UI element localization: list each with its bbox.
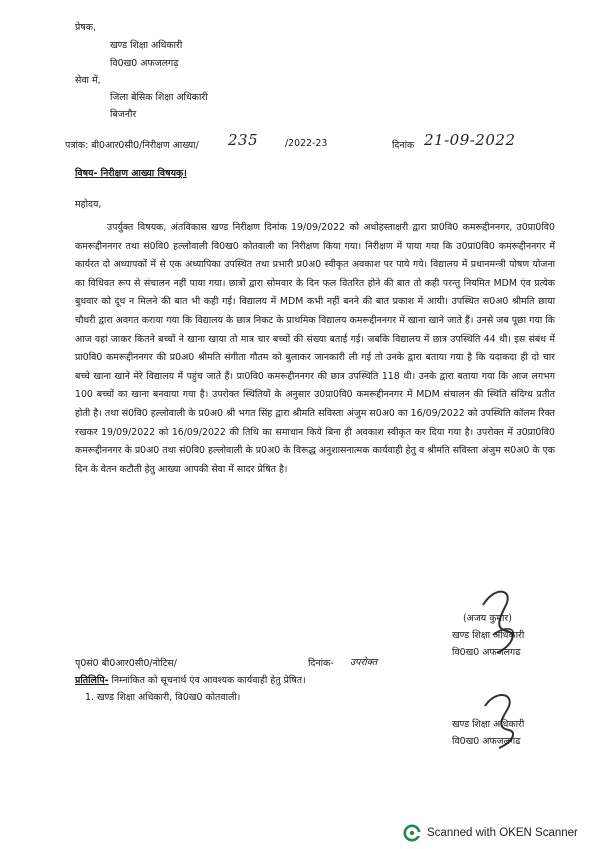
reference-number: 235: [228, 131, 259, 149]
date-value: 21-09-2022: [424, 131, 516, 149]
copy-heading: प्रतिलिपि-: [75, 675, 109, 686]
sender-designation: खण्ड शिक्षा अधिकारी: [110, 40, 183, 51]
scanner-watermark: [403, 824, 578, 842]
signatory-name: (अजय कुमार): [463, 613, 512, 624]
reference-prefix: पत्रांक: बी0आर0सी0/निरीक्षण आख्या/: [65, 140, 199, 151]
date-label: दिनांक: [392, 140, 415, 151]
copy-to-line: [75, 673, 306, 686]
copy-text: निम्नांकित को सूचनार्थ एंव आवश्यक कार्यवाही हेतु प्रेषित।: [108, 675, 306, 686]
signatory-location: वि0ख0 अफजलगढ: [452, 647, 521, 658]
scanner-text: Scanned with OKEN Scanner: [427, 827, 578, 839]
subject-line: विषय- निरीक्षण आख्या विषयक्।: [75, 168, 187, 179]
sender-label: प्रेषक,: [75, 22, 96, 33]
signatory2-location: वि0ख0 अफजलगढ: [452, 736, 521, 747]
letter-body: उपर्युक्त विषयक, अंतविकास खण्ड निरीक्षण दिनांक 19/09/2022 को अधोहस्ताक्षरी द्वारा प्रा0वि0 कमरूद्दीननगर, उ0प्रा0वि0 कमरूद्दीननगर तथा सं0वि0 हल्लोवाली वि0ख0 कोतवाली का निरीक्षण किया गया। निरीक्षण में पाया गया कि उ0प्रा0वि0 कमरूद्दीननगर में कार्यरत दो अध्यापकों में से एक अध्यापिका उपस्थित तथा प्रभारी प्र0अ0 स्वीकृत अवकाश पर पाये गये। विद्यालय में प्रधानमन्त्री पोषण योजना का विधिवत रूप से संचालन नहीं पाया गया। छात्रों द्वारा सोमवार के दिन फल वितरित होने की बात तो कही परन्तु नियमित MDM एंव प्रत्येक बुधवार को दूध न मिलने की बात भी कही गई। विद्यालय में MDM कभी नहीं बनने की बात प्रकाश में आयी। उपस्थित स0अ0 श्रीमति छाया चौधरी द्वारा अवगत कराया गया कि विद्यालय के छात्र निकट के प्राथमिक विद्यालय कमरूद्दीननगर में खाना खाने जाते हैं। उनसे जब पूछा गया कि आज वहां जाकर कितने बच्चों ने खाना खाया तो मात्र चार बच्चों की संख्या बताई गई। जबकि विद्यालय में छात्र उपस्थिति 44 थी। इस संबंध में प्रा0वि0 कमरूद्दीननगर की प्र0अ0 श्रीमति संगीता गौतम को बुलाकर जानकारी ली गई तो उनके द्वारा बताया गया है कि यदाकदा ही दो चार बच्चे खाना खाने मेरे विद्यालय में पहुंच जाते हैं। प्रा0वि0 कमरूद्दीननगर की छात्र उपस्थिति 118 थी। उनके द्वारा बताया गया कि आज लगभग 100 बच्चों का खाना बनवाया गया है। उपरोक्त स्थितियों के अनुसार उ0प्रा0वि0 कमरूद्दीननगर में MDM संचालन की स्थिति संदिग्ध प्रतीत होती है। तथा सं0वि0 हल्लोवाली के प्र0अ0 श्री भगत सिंह द्वारा श्रीमति सविस्ता अंजुम स0अ0 का 16/09/2022 को उपस्थिति कॉलम रिक्त रखकर 19/09/2022 को 16/09/2022 की तिथि का समाधान किये बिना ही अवकाश स्वीकृत कर दिया गया है। उपरोक्त में उ0प्रा0वि0 कमरूद्दीननगर के प्र0अ0 तथा सं0वि0 हल्लोवाली के प्र0अ0 के विरूद्ध अनुशासनात्मक कार्यवाही हेतु व श्रीमति सविस्ता अंजुम स0अ0 के एक दिन के वेतन कटौती हेतु आख्या आपकी सेवा में सादर प्रेषित है।: [75, 222, 555, 475]
recipient-designation: जिला बेसिक शिक्षा अधिकारी: [110, 92, 208, 103]
endorsement-date-label: दिनांक-: [308, 658, 334, 669]
signatory2-designation: खण्ड शिक्षा अधिकारी: [452, 719, 525, 730]
reference-year: /2022-23: [285, 138, 328, 149]
recipient-label: सेवा में,: [75, 75, 101, 86]
endorsement-ref: पृ0सं0 बी0आर0सी0/नोटिस/: [75, 658, 177, 669]
oken-logo-icon: [403, 824, 421, 842]
recipient-location: बिजनौर: [110, 109, 137, 120]
signatory-designation: खण्ड शिक्षा अधिकारी: [452, 630, 525, 641]
copy-item: 1. खण्ड शिक्षा अधिकारी, वि0ख0 कोतवाली।: [85, 692, 241, 703]
endorsement-date-value: उपरोक्त: [350, 657, 378, 668]
salutation: महोदय,: [75, 199, 102, 210]
sender-location: वि0ख0 अफजलगढ़: [110, 58, 179, 69]
